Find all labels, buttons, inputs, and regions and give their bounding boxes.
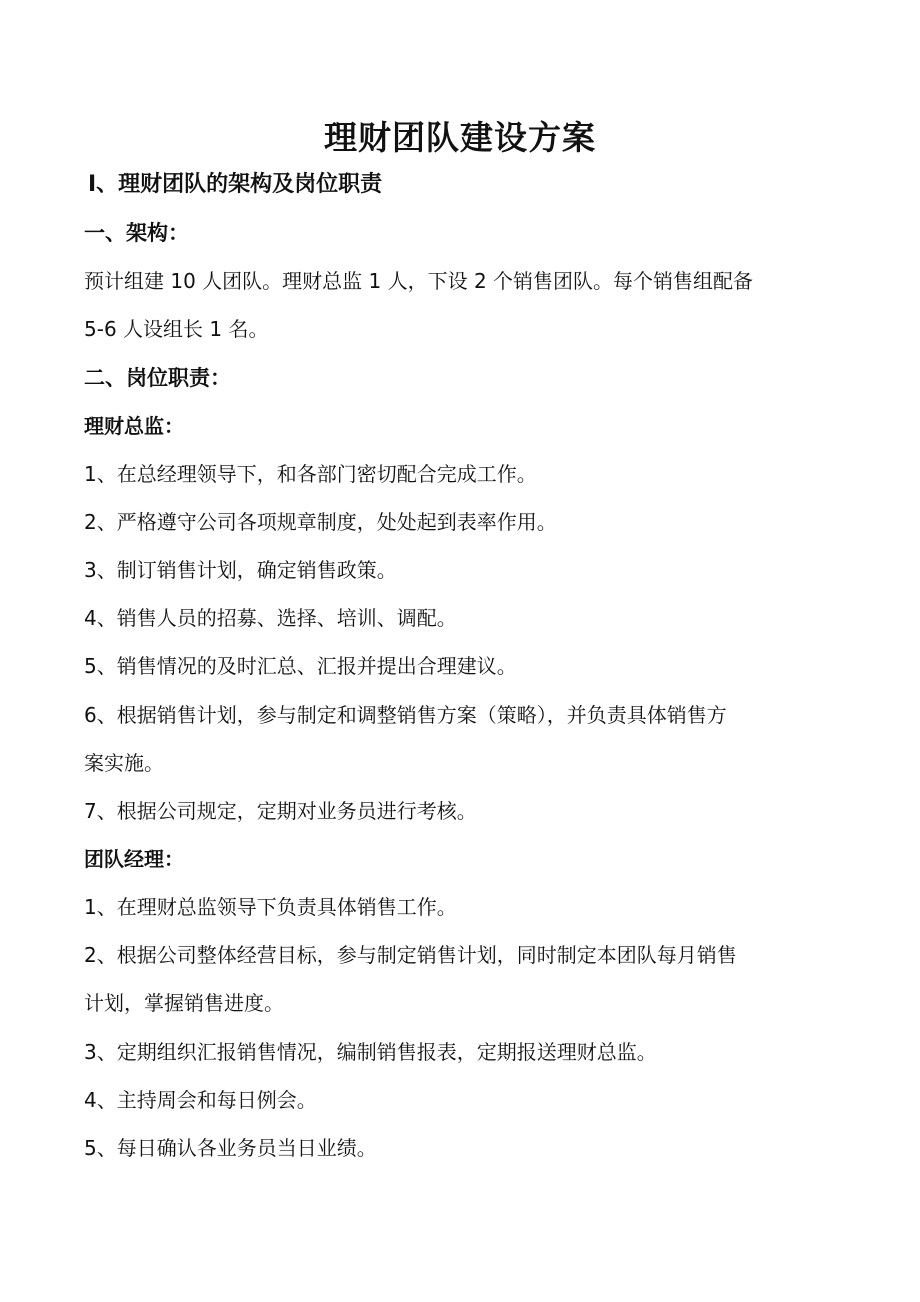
manager-heading: 团队经理：	[84, 847, 184, 871]
manager-duty-item: 计划，掌握销售进度。	[84, 991, 284, 1015]
structure-text-line: 5-6 人设组长 1 名。	[84, 317, 269, 341]
section-heading: Ⅰ、理财团队的架构及岗位职责	[88, 172, 383, 197]
director-duty-item: 4、销售人员的招募、选择、培训、调配。	[84, 606, 457, 630]
manager-duty-item: 2、根据公司整体经营目标，参与制定销售计划，同时制定本团队每月销售	[84, 943, 737, 967]
manager-duty-item: 4、主持周会和每日例会。	[84, 1088, 317, 1112]
structure-text-line: 预计组建 10 人团队。理财总监 1 人，下设 2 个销售团队。每个销售组配备	[84, 269, 754, 293]
document-title: 理财团队建设方案	[324, 118, 596, 157]
director-duty-item: 3、制订销售计划，确定销售政策。	[84, 558, 397, 582]
director-duty-item: 2、严格遵守公司各项规章制度，处处起到表率作用。	[84, 510, 557, 534]
structure-heading: 一、架构：	[84, 221, 189, 245]
director-duty-item: 案实施。	[84, 751, 164, 775]
director-heading: 理财总监：	[84, 414, 184, 438]
manager-duty-item: 1、在理财总监领导下负责具体销售工作。	[84, 895, 457, 919]
director-duty-item: 1、在总经理领导下，和各部门密切配合完成工作。	[84, 462, 537, 486]
duties-heading: 二、岗位职责：	[84, 366, 231, 390]
director-duty-item: 5、销售情况的及时汇总、汇报并提出合理建议。	[84, 654, 517, 678]
director-duty-item: 6、根据销售计划，参与制定和调整销售方案（策略），并负责具体销售方	[84, 703, 727, 727]
director-duty-item: 7、根据公司规定，定期对业务员进行考核。	[84, 799, 477, 823]
manager-duty-item: 5、每日确认各业务员当日业绩。	[84, 1136, 377, 1160]
manager-duty-item: 3、定期组织汇报销售情况，编制销售报表，定期报送理财总监。	[84, 1040, 657, 1064]
